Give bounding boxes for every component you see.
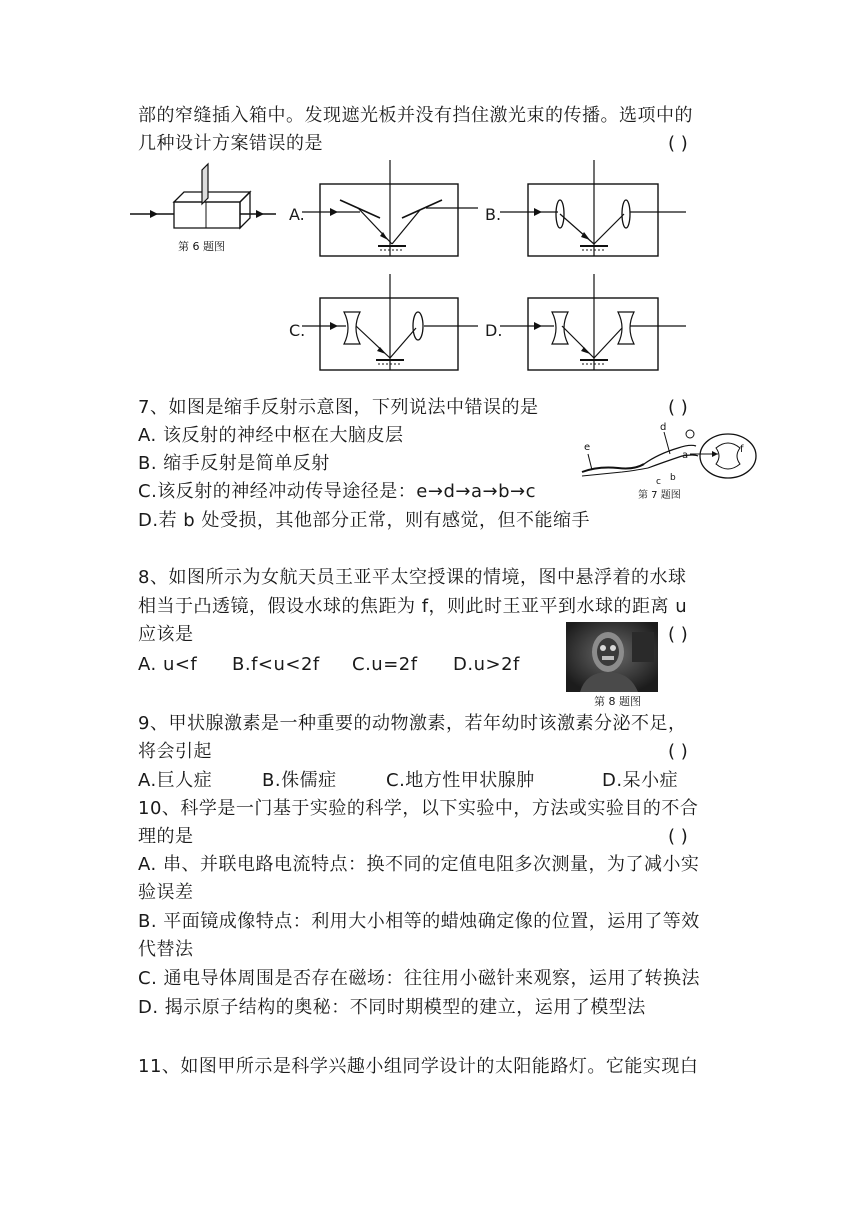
q6-box-figure <box>128 158 278 258</box>
q9-option-c: C.地方性甲状腺肿 <box>386 770 535 791</box>
q8-option-a: A. u<f <box>138 654 198 675</box>
q7-figure-caption: 第 7 题图 <box>638 490 681 501</box>
svg-text:f: f <box>740 444 744 455</box>
q10-answer-bracket: ( ) <box>668 826 688 847</box>
q6-line-2: 几种设计方案错误的是 <box>138 133 323 154</box>
q7-option-c: C.该反射的神经冲动传导途径是：e→d→a→b→c <box>138 481 536 502</box>
q6-option-b-label: B. <box>485 205 502 224</box>
q9-answer-bracket: ( ) <box>668 741 688 762</box>
q7-stem: 7、如图是缩手反射示意图，下列说法中错误的是 <box>138 397 539 418</box>
q6-option-c-figure <box>300 272 480 372</box>
q9-line-1: 9、甲状腺激素是一种重要的动物激素，若年幼时该激素分泌不足， <box>138 713 687 734</box>
q10-line-1: 10、科学是一门基于实验的科学，以下实验中，方法或实验目的不合 <box>138 798 699 819</box>
q8-option-d: D.u>2f <box>453 654 520 675</box>
q10-option-a-line-1: A. 串、并联电路电流特点：换不同的定值电阻多次测量，为了减小实 <box>138 854 700 875</box>
svg-text:b: b <box>670 473 676 483</box>
q6-figure-caption: 第 6 题图 <box>178 240 225 253</box>
svg-text:c: c <box>656 477 661 487</box>
q9-option-d: D.呆小症 <box>602 770 679 791</box>
q9-option-a: A.巨人症 <box>138 770 213 791</box>
q8-option-c: C.u=2f <box>352 654 418 675</box>
q7-option-d: D.若 b 处受损，其他部分正常，则有感觉，但不能缩手 <box>138 510 590 531</box>
svg-text:a: a <box>682 450 689 461</box>
q7-reflex-arc-figure <box>578 418 758 508</box>
q8-figure-caption: 第 8 题图 <box>594 695 641 708</box>
q10-option-c: C. 通电导体周围是否存在磁场：往往用小磁针来观察，运用了转换法 <box>138 968 701 989</box>
q11-line-1: 11、如图甲所示是科学兴趣小组同学设计的太阳能路灯。它能实现白 <box>138 1056 699 1077</box>
q6-option-a-label: A. <box>289 205 305 224</box>
q9-line-2: 将会引起 <box>138 741 212 762</box>
q10-option-d: D. 揭示原子结构的奥秘：不同时期模型的建立，运用了模型法 <box>138 997 646 1018</box>
q7-answer-bracket: ( ) <box>668 397 688 418</box>
q6-line-1: 部的窄缝插入箱中。发现遮光板并没有挡住激光束的传播。选项中的 <box>138 105 693 126</box>
q6-option-a-figure <box>300 158 480 258</box>
q8-option-b: B.f<u<2f <box>232 654 320 675</box>
q10-option-b-line-1: B. 平面镜成像特点：利用大小相等的蜡烛确定像的位置，运用了等效 <box>138 911 700 932</box>
q6-option-d-label: D. <box>485 321 503 340</box>
q10-option-b-line-2: 代替法 <box>138 939 194 960</box>
svg-text:e: e <box>584 442 591 453</box>
q8-line-1: 8、如图所示为女航天员王亚平太空授课的情境，图中悬浮着的水球 <box>138 567 687 588</box>
q7-option-b: B. 缩手反射是简单反射 <box>138 453 330 474</box>
q7-option-a: A. 该反射的神经中枢在大脑皮层 <box>138 425 404 446</box>
q10-line-2: 理的是 <box>138 826 194 847</box>
q10-option-a-line-2: 验误差 <box>138 882 194 903</box>
svg-text:d: d <box>660 422 667 433</box>
q9-option-b: B.侏儒症 <box>262 770 337 791</box>
q8-answer-bracket: ( ) <box>668 624 688 645</box>
q8-photo-figure <box>566 622 658 692</box>
q8-line-3: 应该是 <box>138 624 194 645</box>
q8-line-2: 相当于凸透镜，假设水球的焦距为 f，则此时王亚平到水球的距离 u <box>138 596 688 617</box>
q6-option-d-figure <box>498 272 688 372</box>
q6-option-b-figure <box>498 158 688 258</box>
q6-option-c-label: C. <box>289 321 306 340</box>
q6-answer-bracket: ( ) <box>668 133 688 154</box>
